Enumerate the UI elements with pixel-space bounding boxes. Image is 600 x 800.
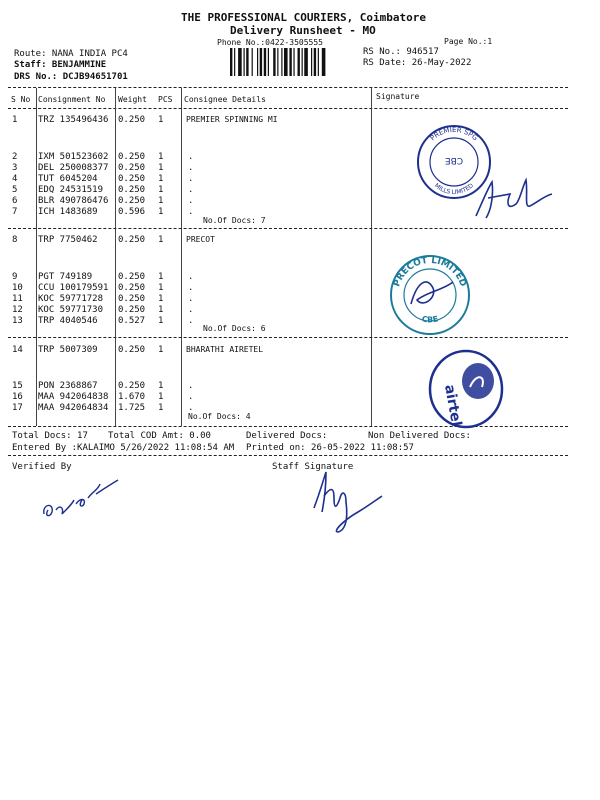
col-separator — [181, 88, 182, 426]
table-row — [0, 305, 370, 316]
table-row — [0, 115, 370, 126]
footer-divider — [8, 455, 568, 456]
rs-date: RS Date: 26-May-2022 — [363, 58, 472, 68]
cell-sno: 17 — [12, 403, 23, 413]
cell-detail: . — [188, 185, 194, 195]
cell-weight: 0.250 — [118, 381, 146, 391]
cell-consignment: EDQ 24531519 — [38, 185, 104, 195]
cell-sno: 7 — [12, 207, 18, 217]
cell-consignment: DEL 250008377 — [38, 163, 109, 173]
barcode-bar — [246, 48, 248, 76]
cell-sno: 6 — [12, 196, 18, 206]
cell-weight: 0.250 — [118, 174, 146, 184]
cell-detail: . — [188, 305, 194, 315]
table-row — [0, 272, 370, 283]
cell-sno: 9 — [12, 272, 18, 282]
barcode-bar — [281, 48, 282, 76]
cell-pcs: 1 — [158, 235, 164, 245]
cell-sno: 1 — [12, 115, 18, 125]
col-pcs: PCS — [158, 95, 173, 104]
cell-pcs: 1 — [158, 283, 164, 293]
cell-pcs: 1 — [158, 403, 164, 413]
cell-pcs: 1 — [158, 392, 164, 402]
cell-consignment: PON 2368867 — [38, 381, 98, 391]
barcode-bar — [230, 48, 232, 76]
cell-detail: . — [188, 152, 194, 162]
cell-consignment: CCU 100179591 — [38, 283, 109, 293]
table-row — [0, 345, 370, 356]
barcode-bar — [244, 48, 245, 76]
cell-sno: 16 — [12, 392, 23, 402]
cell-consignment: BLR 490786476 — [38, 196, 109, 206]
page-title: Delivery Runsheet - MO — [230, 24, 376, 37]
barcode-bar — [252, 48, 253, 76]
staff-signature-label: Staff Signature — [272, 462, 354, 472]
cell-consignment: KOC 59771730 — [38, 305, 104, 315]
precot-stamp-bottom: CBE — [421, 314, 439, 325]
col-separator — [115, 88, 116, 426]
cell-pcs: 1 — [158, 316, 164, 326]
col-separator — [36, 88, 37, 426]
svg-text:PREMIER SPG — [429, 126, 480, 142]
total-cod: Total COD Amt: 0.00 — [108, 431, 211, 441]
cell-sno: 3 — [12, 163, 18, 173]
cell-sno: 5 — [12, 185, 18, 195]
table-row — [0, 235, 370, 246]
cell-weight: 0.250 — [118, 152, 146, 162]
total-docs: Total Docs: 17 — [12, 431, 88, 441]
cell-pcs: 1 — [158, 163, 164, 173]
cell-consignment: TRP 5007309 — [38, 345, 98, 355]
cell-consignment: TRP 4040546 — [38, 316, 98, 326]
cell-consignment: ICH 1483689 — [38, 207, 98, 217]
table-row — [0, 381, 370, 392]
cell-consignment: MAA 942064838 — [38, 392, 109, 402]
col-consignment: Consignment No — [38, 95, 106, 104]
cell-detail: . — [188, 174, 194, 184]
cell-pcs: 1 — [158, 305, 164, 315]
cell-sno: 8 — [12, 235, 18, 245]
barcode-bar — [260, 48, 262, 76]
cell-weight: 0.250 — [118, 185, 146, 195]
cell-detail: . — [188, 381, 194, 391]
cell-consignment: MAA 942064834 — [38, 403, 109, 413]
barcode-bar — [311, 48, 312, 76]
cell-detail: . — [188, 196, 194, 206]
cell-sno: 14 — [12, 345, 23, 355]
consignee-name: PRECOT — [186, 235, 215, 244]
group-divider — [8, 228, 568, 229]
barcode-bar — [302, 48, 303, 76]
precot-stamp-top: PRECOT LIMITED — [392, 255, 468, 289]
cell-pcs: 1 — [158, 294, 164, 304]
col-sno: S No — [11, 95, 31, 104]
drs-number: DRS No.: DCJB94651701 — [14, 72, 128, 82]
phone-number: Phone No.:0422-3505555 — [217, 38, 323, 47]
barcode-bar — [289, 48, 291, 76]
cell-weight: 0.250 — [118, 272, 146, 282]
docs-count: No.Of Docs: 7 — [203, 216, 266, 225]
cell-weight: 0.250 — [118, 294, 146, 304]
premier-stamp-bottom: MILLS LIMITED — [432, 182, 476, 197]
barcode-bar — [264, 48, 266, 76]
barcode-bar — [273, 48, 275, 76]
cell-sno: 10 — [12, 283, 23, 293]
col-consignee: Consignee Details — [184, 95, 266, 104]
cell-weight: 0.250 — [118, 305, 146, 315]
svg-text:CBE — [421, 314, 439, 324]
signature-premier — [470, 168, 556, 224]
route-label: Route: NANA INDIA PC4 — [14, 49, 128, 59]
cell-detail: . — [188, 207, 194, 217]
table-row — [0, 152, 370, 163]
cell-pcs: 1 — [158, 174, 164, 184]
cell-sno: 13 — [12, 316, 23, 326]
cell-pcs: 1 — [158, 185, 164, 195]
barcode-bar — [284, 48, 288, 76]
barcode-bar — [268, 48, 269, 76]
airtel-stamp-text: airtel — [441, 383, 465, 428]
cell-consignment: TUT 6045204 — [38, 174, 98, 184]
printed-on: Printed on: 26-05-2022 11:08:57 — [246, 443, 414, 453]
cell-sno: 4 — [12, 174, 18, 184]
signature-staff — [306, 468, 386, 540]
delivered-docs: Delivered Docs: — [246, 431, 328, 441]
rs-number: RS No.: 946517 — [363, 47, 439, 57]
table-row — [0, 207, 370, 218]
col-signature: Signature — [376, 92, 420, 101]
consignee-name: BHARATHI AIRETEL — [186, 345, 264, 354]
table-row — [0, 316, 370, 327]
premier-stamp-top: PREMIER SPG — [428, 125, 480, 143]
cell-pcs: 1 — [158, 196, 164, 206]
signature-verified — [38, 468, 130, 528]
table-row — [0, 392, 370, 403]
staff-label: Staff: BENJAMMINE — [14, 60, 107, 70]
cell-sno: 15 — [12, 381, 23, 391]
cell-sno: 2 — [12, 152, 18, 162]
table-row — [0, 174, 370, 185]
cell-sno: 11 — [12, 294, 23, 304]
barcode — [230, 48, 356, 76]
barcode-bar — [314, 48, 316, 76]
cell-weight: 0.250 — [118, 345, 146, 355]
barcode-bar — [298, 48, 300, 76]
non-delivered-docs: Non Delivered Docs: — [368, 431, 471, 441]
cell-consignment: PGT 749189 — [38, 272, 93, 282]
barcode-bar — [318, 48, 319, 76]
cell-consignment: TRP 7750462 — [38, 235, 98, 245]
precot-stamp — [387, 252, 473, 338]
barcode-bar — [277, 48, 278, 76]
header-divider-bottom — [8, 108, 568, 109]
docs-count: No.Of Docs: 4 — [188, 412, 251, 421]
verified-by-label: Verified By — [12, 462, 72, 472]
cell-weight: 0.250 — [118, 196, 146, 206]
cell-pcs: 1 — [158, 115, 164, 125]
cell-detail: . — [188, 294, 194, 304]
cell-detail: . — [188, 272, 194, 282]
cell-detail: . — [188, 392, 194, 402]
docs-count: No.Of Docs: 6 — [203, 324, 266, 333]
cell-pcs: 1 — [158, 207, 164, 217]
cell-pcs: 1 — [158, 272, 164, 282]
cell-consignment: KOC 59771728 — [38, 294, 104, 304]
table-row — [0, 294, 370, 305]
cell-pcs: 1 — [158, 152, 164, 162]
col-separator — [371, 88, 372, 426]
cell-detail: . — [188, 163, 194, 173]
airtel-stamp — [426, 347, 506, 431]
header-divider-top — [8, 87, 568, 88]
cell-weight: 1.670 — [118, 392, 146, 402]
cell-pcs: 1 — [158, 345, 164, 355]
barcode-bar — [257, 48, 258, 76]
consignee-name: PREMIER SPINNING MI — [186, 115, 278, 124]
cell-weight: 0.596 — [118, 207, 146, 217]
cell-sno: 12 — [12, 305, 23, 315]
cell-weight: 0.250 — [118, 235, 146, 245]
barcode-bar — [322, 48, 326, 76]
cell-pcs: 1 — [158, 381, 164, 391]
cell-consignment: TRZ 135496436 — [38, 115, 109, 125]
table-row — [0, 185, 370, 196]
cell-detail: . — [188, 403, 194, 413]
cell-weight: 0.250 — [118, 163, 146, 173]
table-row — [0, 163, 370, 174]
barcode-bar — [234, 48, 235, 76]
cell-weight: 1.725 — [118, 403, 146, 413]
premier-stamp-center: CBE — [444, 155, 464, 165]
group-divider — [8, 337, 568, 338]
entered-by: Entered By :KALAIMO 5/26/2022 11:08:54 AM — [12, 443, 235, 453]
cell-weight: 0.250 — [118, 115, 146, 125]
barcode-bar — [238, 48, 242, 76]
barcode-bar — [293, 48, 294, 76]
cell-consignment: IXM 501523602 — [38, 152, 109, 162]
cell-weight: 0.527 — [118, 316, 146, 326]
table-row — [0, 403, 370, 414]
barcode-bar — [304, 48, 308, 76]
cell-weight: 0.250 — [118, 283, 146, 293]
table-row — [0, 196, 370, 207]
cell-detail: . — [188, 283, 194, 293]
cell-detail: . — [188, 316, 194, 326]
col-weight: Weight — [118, 95, 147, 104]
page-number: Page No.:1 — [444, 37, 493, 46]
table-row — [0, 283, 370, 294]
company-name: THE PROFESSIONAL COURIERS, Coimbatore — [181, 11, 427, 24]
